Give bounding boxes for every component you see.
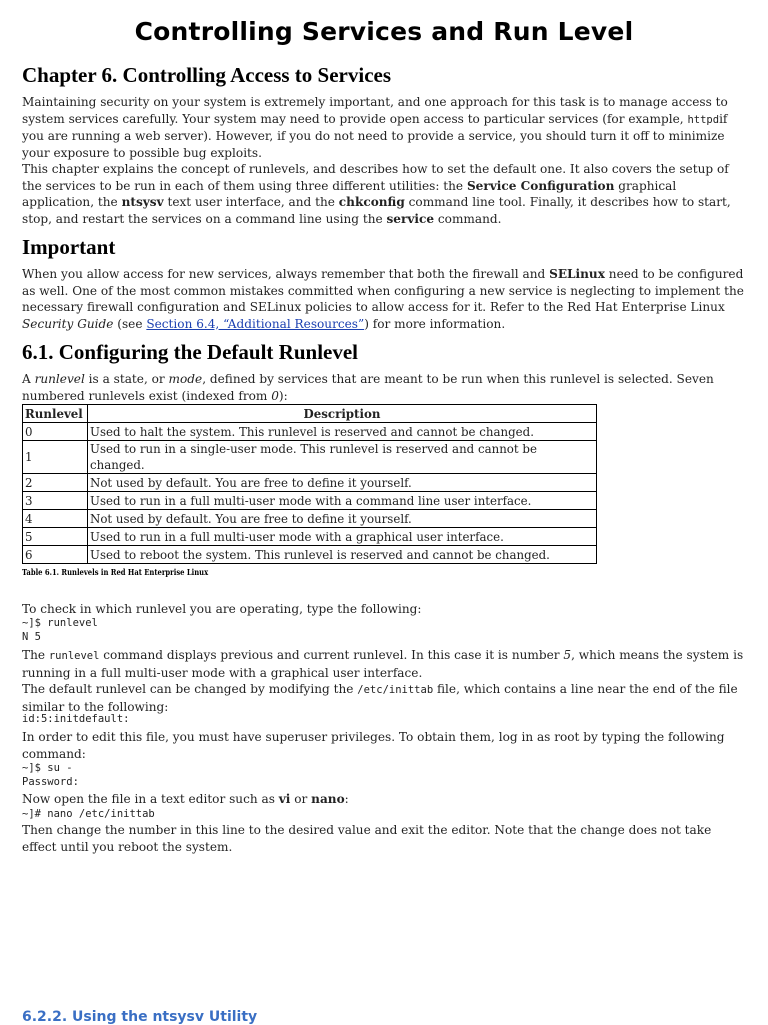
open-file-paragraph: Now open the file in a text editor such as vi or nano: [22,792,349,806]
runlevel-cell: 6 [23,546,88,564]
table-caption: Table 6.1. Runlevels in Red Hat Enterprise Linux [22,567,209,577]
next-section-heading: 6.2.2. Using the ntsysv Utility [22,1009,258,1025]
section-heading: 6.1. Configuring the Default Runlevel [22,340,358,364]
chapter-intro [22,94,744,227]
intro-paragraph-2: This chapter explains the concept of runlevels, and describes how to set the default one. It also covers the setup of the services to be run in each of them using three different utilities: the Service Configuration graphical application, the ntsysv text user interface, and the chkconfig command line tool. Finally, it describes how to start, stop, and restart the services on a command line using the service command. [22,162,731,226]
runlevel-cell: 1 [23,441,88,474]
table-row [23,510,597,528]
description-cell: Used to run in a full multi-user mode with a command line user interface. [88,492,597,510]
additional-resources-link[interactable]: Section 6.4, “Additional Resources” [146,316,365,331]
runlevel-cell: 0 [23,423,88,441]
edit-paragraph: In order to edit this file, you must have superuser privileges. To obtain them, log in as root by typing the following command: [22,730,725,761]
description-cell: Used to halt the system. This runlevel is reserved and cannot be changed. [88,423,597,441]
table-row [23,441,597,474]
change-number-paragraph: Then change the number in this line to the desired value and exit the editor. Note that the change does not take effect until you reboot the system. [22,823,712,854]
table-row [23,423,597,441]
runlevel-explanation: The runlevel command displays previous and current runlevel. In this case it is number 5, which means the system is running in a full multi-user mode with a graphical user interface. The default runlevel can be changed by modifying the /etc/inittab file, which contains a line near the end of the file similar to the following: [22,648,744,714]
check-paragraph: To check in which runlevel you are operating, type the following: [22,602,422,616]
su-command: ~]$ su - [22,762,73,774]
column-header-description: Description [88,405,597,423]
description-cell: Used to run in a full multi-user mode with a graphical user interface. [88,528,597,546]
intro-paragraph-1: Maintaining security on your system is extremely important, and one approach for this task is to manage access to system services carefully. Your system may need to provide open access to particular services (for example, httpdif you are running a web server). However, if you do not need to provide a service, you should turn it off to minimize your exposure to possible bug exploits. [22,95,728,160]
chapter-heading: Chapter 6. Controlling Access to Services [22,63,392,87]
runlevel-cell: 4 [23,510,88,528]
runlevel-output: N 5 [22,631,41,643]
runlevel-command: ~]$ runlevel [22,617,98,629]
description-cell: Used to reboot the system. This runlevel is reserved and cannot be changed. [88,546,597,564]
page-title: Controlling Services and Run Level [134,17,634,46]
runlevel-cell: 3 [23,492,88,510]
runlevel-cell: 5 [23,528,88,546]
important-heading: Important [22,235,116,259]
description-cell: Not used by default. You are free to define it yourself. [88,510,597,528]
table-row [23,474,597,492]
table-row [23,546,597,564]
nano-command: ~]# nano /etc/inittab [22,808,155,820]
runlevels-table [22,404,597,564]
runlevel-intro: A runlevel is a state, or mode, defined by services that are meant to be run when this runlevel is selected. Seven numbered runlevels exist (indexed from 0): [22,372,714,403]
description-cell: Used to run in a single-user mode. This runlevel is reserved and cannot be changed. [88,441,597,474]
table-row [23,492,597,510]
column-header-runlevel: Runlevel [23,405,88,423]
password-prompt: Password: [22,776,79,788]
table-header-row [23,405,597,423]
description-cell: Not used by default. You are free to define it yourself. [88,474,597,492]
initdefault-code: id:5:initdefault: [22,713,130,725]
table-row [23,528,597,546]
runlevel-cell: 2 [23,474,88,492]
important-note: When you allow access for new services, always remember that both the firewall and SELinux need to be configured as well. One of the most common mistakes committed when configuring a new service is neglecting to implement the necessary firewall configuration and SELinux policies to allow access for it. Refer to the Red Hat Enterprise Linux Security Guide (see Section 6.4, “Additional Resources”) for more information. [22,267,744,331]
